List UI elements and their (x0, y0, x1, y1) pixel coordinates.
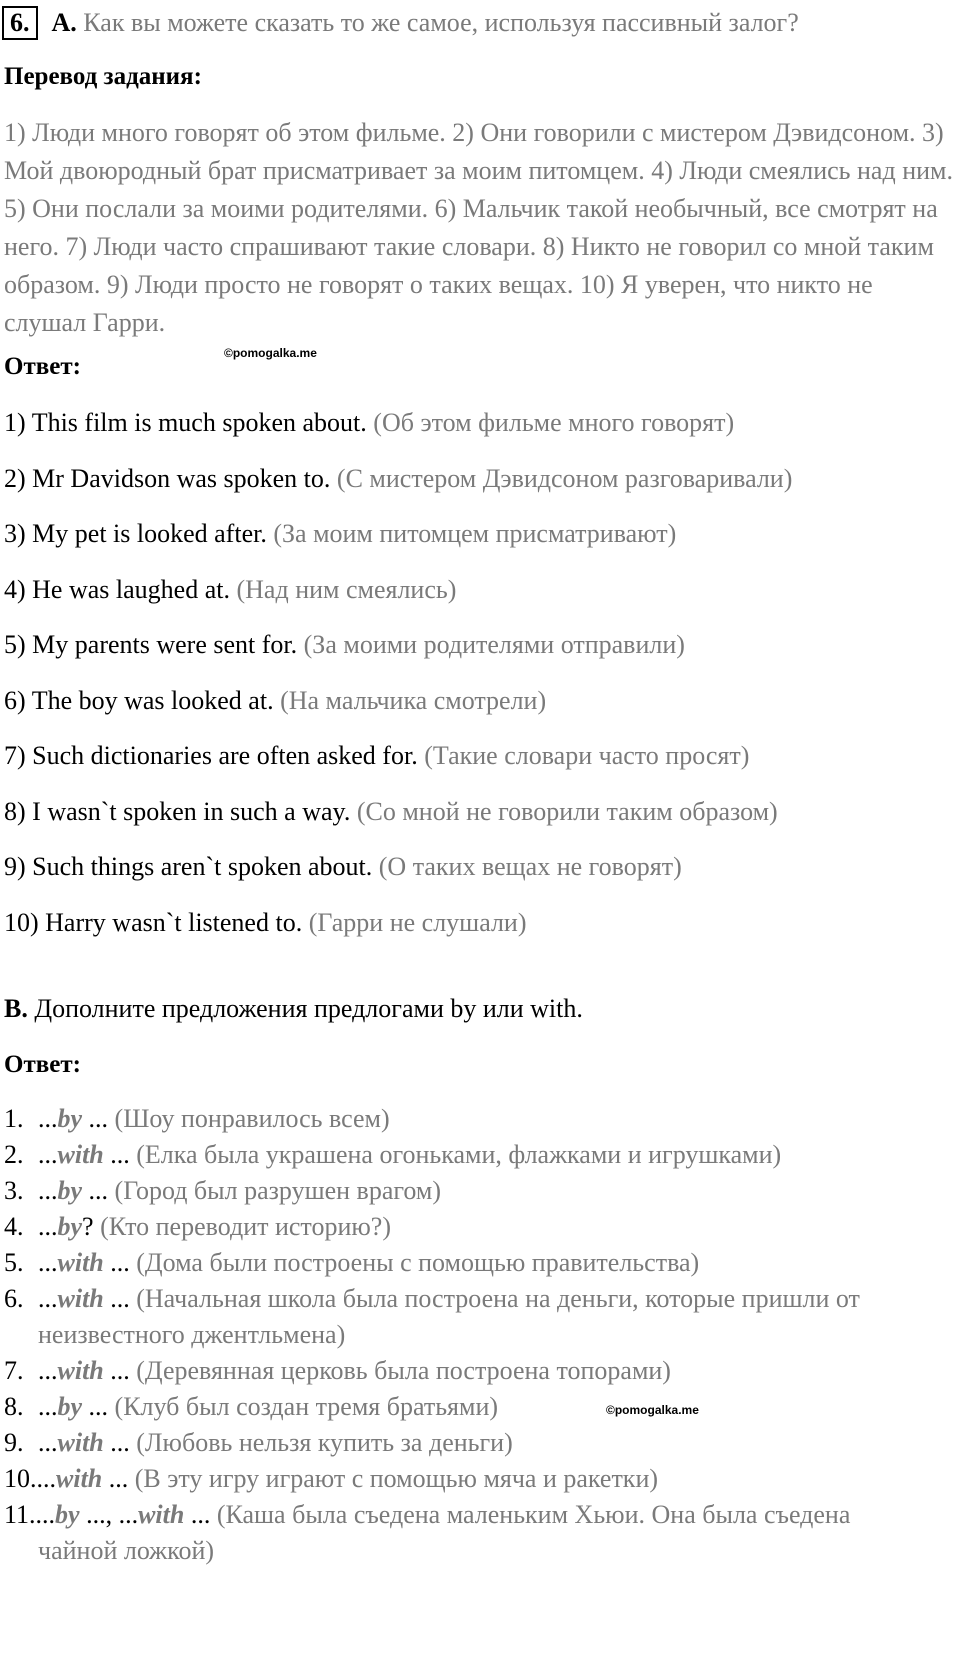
answer-a-item (4, 908, 527, 938)
answer-b-translation: (Каша была съедена маленьким Хьюи. Она была съедена (216, 1500, 851, 1529)
answer-b-translation: (Клуб был создан тремя братьями) (114, 1392, 499, 1421)
answer-a-russian: (Со мной не говорили таким образом) (356, 797, 778, 826)
answer-b-item (4, 1461, 954, 1497)
answer-a-russian: (О таких вещах не говорят) (378, 852, 682, 881)
answer-b-dots: ... (38, 1176, 58, 1205)
watermark-bottom: ©pomogalka.me (606, 1403, 699, 1417)
answer-a-english: 7) Such dictionaries are often asked for. (4, 741, 418, 770)
answer-b-dots-after: ... (82, 1104, 115, 1133)
answer-b-dots-after: ... (103, 1140, 137, 1169)
translation-text: 1) Люди много говорят об этом фильме. 2) Они говорили с мистером Дэвидсоном. 3) Мой двоюродный брат присматривает за моим питомцем. 4) Люди смеялись над ним. 5) Они послали за моими родителями. 6) Мальчик такой необычный, все смотрят на него. 7) Люди часто спрашивают такие словари. 8) Никто не говорил со мной таким образом. 9) Люди просто не говорят о таких вещах. 10) Я уверен, что никто не слушал Гарри. (4, 118, 953, 337)
answer-b-preposition: by (57, 1176, 83, 1205)
answer-b-translation: (В эту игру играют с помощью мяча и ракетки) (134, 1464, 659, 1493)
answer-a-russian: (Об этом фильме много говорят) (373, 408, 735, 437)
part-b-label: B. (4, 994, 28, 1023)
answer-a-item (4, 630, 685, 660)
answer-b-dots-after: ... (103, 1284, 137, 1313)
answer-b-number: 6. (4, 1284, 24, 1313)
answer-b-preposition: by (57, 1212, 83, 1241)
answer-b-preposition-2: with (138, 1500, 185, 1529)
answer-b-dots: ... (36, 1464, 56, 1493)
answer-a-title: Ответ: (4, 353, 81, 380)
answer-b-number: 1. (4, 1104, 24, 1133)
answer-b-dots: ... (35, 1500, 56, 1529)
answer-a-russian: (Над ним смеялись) (236, 575, 457, 604)
answer-b-dots-after: ... (103, 1428, 137, 1457)
answer-b-preposition: with (56, 1464, 103, 1493)
part-a-label: A. (51, 8, 77, 37)
answer-b-item (4, 1425, 954, 1461)
answer-b-translation-continued: чайной ложкой) (38, 1536, 215, 1565)
answer-b-item (4, 1389, 954, 1425)
answer-b-dots-after: ... (82, 1176, 115, 1205)
answer-b-number: 5. (4, 1248, 24, 1277)
answer-a-russian: (Гарри не слушали) (308, 908, 527, 937)
answer-b-translation: (Шоу понравилось всем) (114, 1104, 390, 1133)
answer-b-item (4, 1281, 954, 1317)
answer-b-item (4, 1245, 954, 1281)
answer-b-preposition: with (57, 1284, 104, 1313)
answer-b-dots-after-2: ... (184, 1500, 217, 1529)
answer-a-russian: (С мистером Дэвидсоном разговаривали) (336, 464, 793, 493)
part-a-question: Как вы можете сказать то же самое, используя пассивный залог? (83, 8, 799, 37)
answer-b-translation: (Город был разрушен врагом) (114, 1176, 441, 1205)
answer-b-item (4, 1209, 954, 1245)
answer-b-dots-after: ..., ... (79, 1500, 139, 1529)
answer-b-number: 3. (4, 1176, 24, 1205)
answer-b-preposition: with (57, 1356, 104, 1385)
answer-a-english: 6) The boy was looked at. (4, 686, 274, 715)
answer-a-russian: (Такие словари часто просят) (424, 741, 750, 770)
answer-a-english: 9) Such things aren`t spoken about. (4, 852, 373, 881)
answer-a-item (4, 741, 749, 771)
answer-a-item (4, 575, 456, 605)
answer-b-translation: (Любовь нельзя купить за деньги) (136, 1428, 513, 1457)
part-b-instruction: Дополните предложения предлогами by или with. (34, 994, 583, 1023)
task-header (2, 6, 799, 40)
answer-b-preposition: with (57, 1140, 104, 1169)
answer-b-dots-after: ... (103, 1248, 137, 1277)
answer-b-dots: ... (38, 1284, 58, 1313)
answer-b-dots-after: ... (103, 1356, 137, 1385)
answer-a-item (4, 852, 682, 882)
answer-b-number: 7. (4, 1356, 24, 1385)
answer-a-english: 10) Harry wasn`t listened to. (4, 908, 303, 937)
answer-a-russian: (На мальчика смотрели) (280, 686, 547, 715)
answer-b-translation: (Деревянная церковь была построена топорами) (136, 1356, 671, 1385)
answer-b-item (4, 1497, 954, 1533)
answer-a-item (4, 797, 778, 827)
answer-b-translation: (Елка была украшена огоньками, флажками и игрушками) (136, 1140, 782, 1169)
answer-a-item (4, 686, 546, 716)
answer-b-dots: ... (38, 1356, 58, 1385)
answer-b-dots-after: ... (102, 1464, 135, 1493)
answer-b-dots: ... (38, 1104, 58, 1133)
answer-b-number: 11. (4, 1500, 36, 1529)
answer-b-dots: ... (38, 1140, 58, 1169)
answer-b-preposition: with (57, 1428, 104, 1457)
answer-b-item (4, 1101, 954, 1137)
answer-b-item (4, 1137, 954, 1173)
answer-b-translation-continued: неизвестного джентльмена) (38, 1320, 346, 1349)
answer-a-item (4, 519, 676, 549)
watermark-top: ©pomogalka.me (224, 346, 317, 360)
answer-b-preposition: by (57, 1104, 83, 1133)
answer-b-item (4, 1353, 954, 1389)
answer-b-item (4, 1173, 954, 1209)
answer-b-title: Ответ: (4, 1051, 81, 1078)
answer-b-translation: (Дома были построены с помощью правительства) (136, 1248, 700, 1277)
answer-b-dots-after: ... (82, 1392, 115, 1421)
part-b-instruction-line (4, 994, 583, 1024)
answer-a-english: 4) He was laughed at. (4, 575, 230, 604)
answer-a-english: 2) Mr Davidson was spoken to. (4, 464, 331, 493)
answer-b-preposition: by (55, 1500, 80, 1529)
answer-b-number: 4. (4, 1212, 24, 1241)
answer-b-dots: ... (38, 1212, 58, 1241)
answer-a-item (4, 464, 792, 494)
answer-a-russian: (За моими родителями отправили) (303, 630, 685, 659)
answer-b-number: 10. (4, 1464, 37, 1493)
answer-b-dots-after: ? (82, 1212, 101, 1241)
answer-b-preposition: by (57, 1392, 83, 1421)
answer-b-dots: ... (38, 1248, 58, 1277)
translation-title: Перевод задания: (4, 63, 202, 90)
answer-b-number: 2. (4, 1140, 24, 1169)
answer-b-number: 8. (4, 1392, 24, 1421)
task-number: 6. (2, 6, 38, 40)
answer-b-dots: ... (38, 1428, 58, 1457)
answer-a-english: 8) I wasn`t spoken in such a way. (4, 797, 351, 826)
answer-a-english: 5) My parents were sent for. (4, 630, 298, 659)
answer-b-number: 9. (4, 1428, 24, 1457)
answer-b-translation: (Кто переводит историю?) (100, 1212, 391, 1241)
answer-b-preposition: with (57, 1248, 104, 1277)
answer-a-russian: (За моим питомцем присматривают) (273, 519, 677, 548)
answer-a-item (4, 408, 734, 438)
answer-a-english: 1) This film is much spoken about. (4, 408, 367, 437)
answer-b-translation: (Начальная школа была построена на деньги, которые пришли от (136, 1284, 860, 1313)
answer-b-dots: ... (38, 1392, 58, 1421)
answer-a-english: 3) My pet is looked after. (4, 519, 267, 548)
